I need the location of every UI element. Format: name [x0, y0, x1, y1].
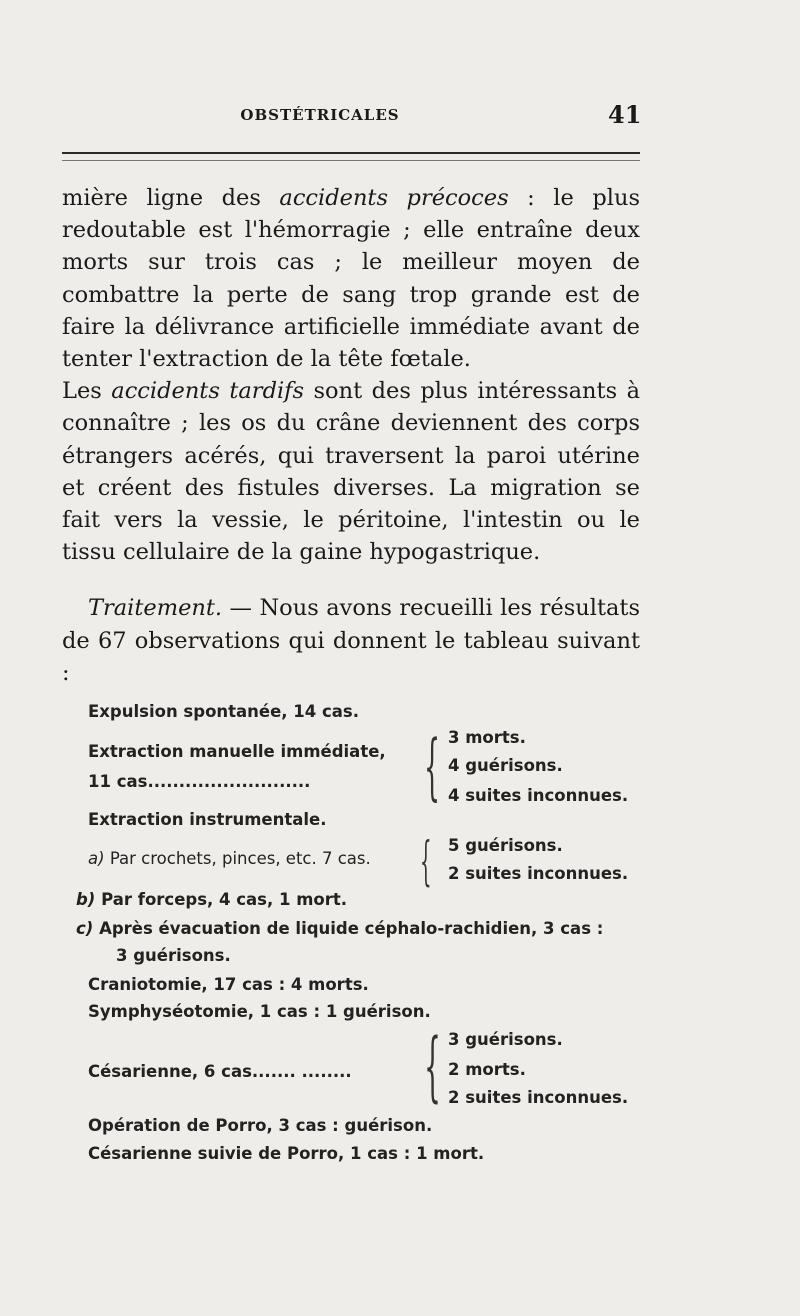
- result-guerisons: 4 guérisons.: [448, 756, 563, 775]
- row-porro: Opération de Porro, 3 cas : guérison.: [88, 1116, 433, 1135]
- text-run: sont des plus intéressants à connaître ; les os du crâne deviennent des corps étrangers acérés, qui traversent la paroi utérine et créent des fistules diverses. La migration se fait vers la vessie, le péritoine, l'intestin ou le tissu cellulaire de la gaine hypogastrique.: [62, 378, 641, 566]
- row-text: Par crochets, pinces, etc. 7 cas.: [109, 849, 371, 868]
- result-guerisons: 3 guérisons.: [448, 1030, 563, 1049]
- item-letter: a): [88, 849, 105, 868]
- row-extraction-manuelle: Extraction manuelle immédiate,: [88, 742, 386, 761]
- text-run: : le plus redoutable est l'hémorragie ; elle entraîne deux morts sur trois cas ; le meilleur moyen de combattre la perte de sang trop grande est de faire la délivrance artificielle immédiate avant de tenter l'extraction de la tête fœtale.: [62, 185, 640, 373]
- row-expulsion: Expulsion spontanée, 14 cas.: [88, 702, 360, 721]
- italic-heading: Traitement.: [88, 595, 223, 622]
- brace: {: [424, 724, 441, 808]
- result-morts: 2 morts.: [448, 1060, 526, 1079]
- row-cesarienne: Césarienne, 6 cas....... ........: [88, 1062, 352, 1081]
- row-instrumentale: Extraction instrumentale.: [88, 810, 327, 829]
- header-rule: [62, 152, 640, 154]
- row-extraction-manuelle-cases: 11 cas..........................: [88, 772, 311, 791]
- brace: {: [420, 832, 432, 892]
- paragraph-hemorrhage: [62, 182, 640, 375]
- result-suites: 4 suites inconnues.: [448, 786, 629, 805]
- italic-term: accidents précoces: [279, 185, 509, 211]
- paragraph-late-accidents: [62, 375, 640, 568]
- paragraph-treatment: [62, 592, 640, 689]
- text-run: — Nous avons recueilli les résultats de 67 observations qui donnent le tableau suivant :: [62, 595, 640, 686]
- row-text: Par forceps, 4 cas, 1 mort.: [101, 890, 348, 909]
- text-run: Les: [62, 378, 112, 405]
- text-run: mière ligne des: [62, 185, 280, 211]
- running-header: OBSTÉTRICALES: [240, 106, 400, 124]
- body-text: [62, 182, 640, 689]
- row-text: Après évacuation de liquide céphalo-rachidien, 3 cas :: [99, 919, 604, 938]
- row-cesarienne-porro: Césarienne suivie de Porro, 1 cas : 1 mort.: [88, 1144, 485, 1163]
- item-letter: c): [76, 919, 94, 938]
- result-morts: 3 morts.: [448, 728, 526, 747]
- row-evacuation-result: 3 guérisons.: [116, 946, 231, 965]
- page-number: 41: [608, 100, 642, 129]
- header-rule-thin: [62, 160, 640, 161]
- row-evacuation: [76, 919, 603, 938]
- row-forceps: [76, 890, 347, 909]
- row-symphyseotomie: Symphyséotomie, 1 cas : 1 guérison.: [88, 1002, 431, 1021]
- result-guerisons: 5 guérisons.: [448, 836, 563, 855]
- row-crochets: [88, 849, 371, 868]
- item-letter: b): [76, 890, 96, 909]
- italic-term: accidents tardifs: [111, 378, 305, 405]
- result-suites: 2 suites inconnues.: [448, 1088, 629, 1107]
- row-craniotomie: Craniotomie, 17 cas : 4 morts.: [88, 975, 369, 994]
- result-suites: 2 suites inconnues.: [448, 864, 629, 883]
- brace: {: [424, 1021, 441, 1110]
